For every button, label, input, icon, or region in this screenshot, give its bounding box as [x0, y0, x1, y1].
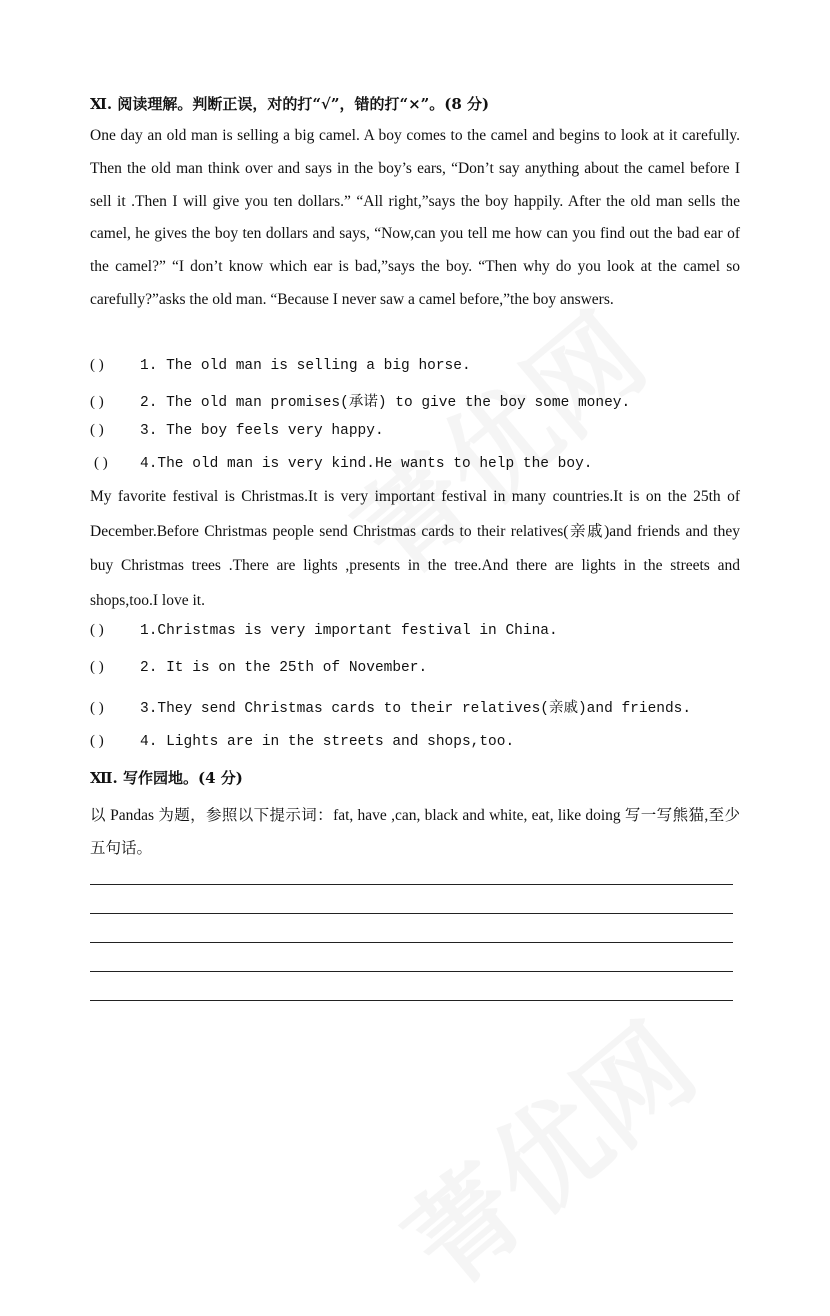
question-1-1 [90, 357, 471, 374]
question-text: 2. It is on the 25th of November. [140, 660, 428, 676]
question-2-2 [90, 659, 427, 676]
answer-blank[interactable]: ( ) [94, 455, 108, 471]
section-11-title: Ⅺ. 阅读理解。判断正误，对的打“√”，错的打“×”。(8 分) [90, 95, 490, 113]
answer-line[interactable] [90, 971, 733, 972]
question-2-4 [90, 733, 514, 750]
answer-line[interactable] [90, 913, 733, 914]
question-1-3 [90, 422, 384, 439]
answer-blank[interactable]: ( ) [90, 622, 104, 638]
question-2-3 [90, 696, 691, 717]
question-text: 3.They send Christmas cards to their relatives(亲戚)and friends. [140, 701, 692, 717]
question-text: 2. The old man promises(承诺) to give the boy some money. [140, 395, 631, 411]
reading-passage-christmas: My favorite festival is Christmas.It is very important festival in many countries.It is on the 25th of December.Before Christmas people send Christmas cards to their relatives(亲戚)and friends and they buy Christmas trees .There are lights ,presents in the tree.And there are lights in the streets and shops,too.I love it. [90, 488, 740, 609]
question-text: 1.Christmas is very important festival in China. [140, 623, 558, 639]
answer-blank[interactable]: ( ) [90, 700, 104, 716]
question-text: 1. The old man is selling a big horse. [140, 358, 471, 374]
answer-line[interactable] [90, 884, 733, 885]
section-12-title: Ⅻ. 写作园地。(4 分) [90, 769, 243, 787]
reading-passage-camel: One day an old man is selling a big camel. A boy comes to the camel and begins to look at it carefully. Then the old man think over and says in the boy’s ears, “Don’t say anything about the camel before I sell it .Then I will give you ten dollars.” “All right,”says the boy happily. After the old man sells the camel, he gives the boy ten dollars and says, “Now,can you tell me how can you find out the bad ear of the camel?” “I don’t know which ear is bad,”says the boy. “Then why do you look at the camel so carefully?”asks the old man. “Because I never saw a camel before,”the boy answers. [90, 127, 740, 308]
writing-prompt: 以 Pandas 为题，参照以下提示词：fat, have ,can, black and white, eat, like doing 写一写熊猫,至少五句话。 [90, 807, 740, 857]
question-text: 3. The boy feels very happy. [140, 423, 384, 439]
answer-blank[interactable]: ( ) [90, 357, 104, 373]
answer-blank[interactable]: ( ) [90, 394, 104, 410]
question-2-1 [90, 622, 558, 639]
question-text: 4.The old man is very kind.He wants to help the boy. [140, 456, 593, 472]
answer-line[interactable] [90, 942, 733, 943]
watermark [368, 982, 722, 1315]
question-text: 4. Lights are in the streets and shops,too. [140, 734, 515, 750]
answer-blank[interactable]: ( ) [90, 733, 104, 749]
answer-blank[interactable]: ( ) [90, 422, 104, 438]
answer-blank[interactable]: ( ) [90, 659, 104, 675]
